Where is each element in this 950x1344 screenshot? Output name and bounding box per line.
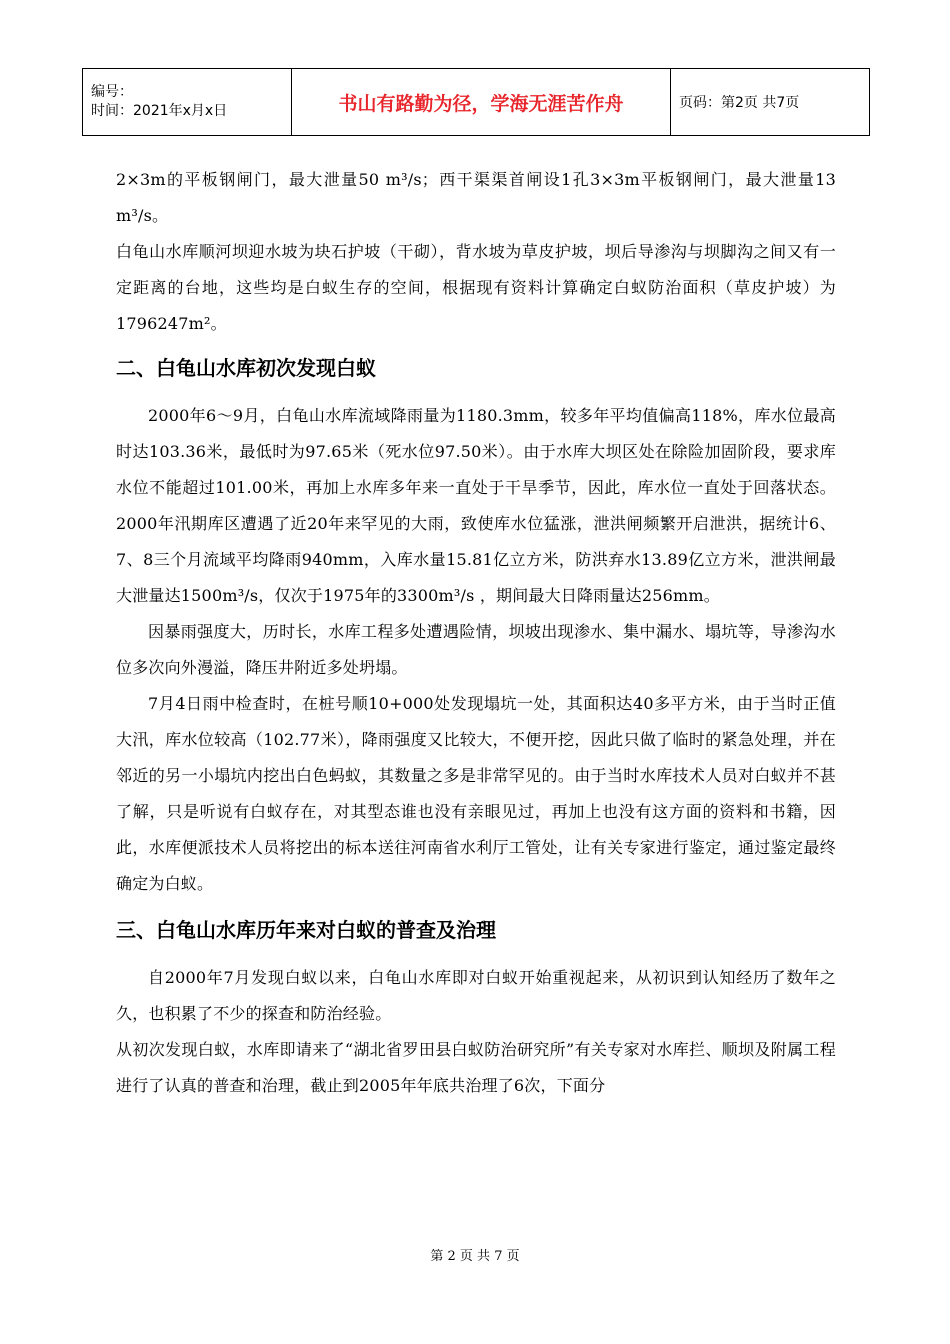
time-label: 时间：2021年x月x日 (91, 103, 228, 119)
paragraph-2: 白龟山水库顺河坝迎水坡为块石护坡（干砌），背水坡为草皮护坡，坝后导渗沟与坝脚沟之间又有一定距离的台地，这些均是白蚁生存的空间，根据现有资料计算确定白蚁防治面积（草皮护坡）为1796247m²。 (116, 242, 836, 333)
motto: 书山有路勤为径，学海无涯苦作舟 (292, 69, 671, 136)
document-body (116, 162, 836, 1104)
section-heading-2: 二、白龟山水库初次发现白蚁 (116, 356, 376, 380)
paragraph-4: 因暴雨强度大，历时长，水库工程多处遭遇险情，坝坡出现渗水、集中漏水、塌坑等，导渗沟水位多次向外漫溢，降压井附近多处坍塌。 (116, 622, 836, 677)
header-left-cell (83, 69, 292, 136)
paragraph-7: 从初次发现白蚁，水库即请来了“湖北省罗田县白蚁防治研究所”有关专家对水库拦、顺坝及附属工程进行了认真的普查和治理，截止到2005年年底共治理了6次，下面分 (116, 1040, 836, 1095)
paragraph-6: 自2000年7月发现白蚁以来，白龟山水库即对白蚁开始重视起来，从初识到认知经历了数年之久，也积累了不少的探查和防治经验。 (116, 968, 836, 1023)
header-table (82, 68, 870, 136)
paragraph-3: 2000年6～9月，白龟山水库流域降雨量为1180.3mm，较多年平均值偏高118%，库水位最高时达103.36米，最低时为97.65米（死水位97.50米）。由于水库大坝区处在除险加固阶段，要求库水位不能超过101.00米，再加上水库多年来一直处于干旱季节，因此，库水位一直处于回落状态。2000年汛期库区遭遇了近20年来罕见的大雨，致使库水位猛涨，泄洪闸频繁开启泄洪，据统计6、7、8三个月流域平均降雨940mm，入库水量15.81亿立方米，防洪弃水13.89亿立方米，泄洪闸最大泄量达1500m³/s，仅次于1975年的3300m³/s ，期间最大日降雨量达256mm。 (116, 406, 836, 605)
number-label: 编号： (91, 84, 133, 100)
paragraph-5: 7月4日雨中检查时，在桩号顺10+000处发现塌坑一处，其面积达40多平方米，由于当时正值大汛，库水位较高（102.77米），降雨强度又比较大，不便开挖，因此只做了临时的紧急处理，并在邻近的另一小塌坑内挖出白色蚂蚁，其数量之多是非常罕见的。由于当时水库技术人员对白蚁并不甚了解，只是听说有白蚁存在，对其型态谁也没有亲眼见过，再加上也没有这方面的资料和书籍，因此，水库便派技术人员将挖出的标本送往河南省水利厅工管处，让有关专家进行鉴定，通过鉴定最终确定为白蚁。 (116, 694, 836, 893)
paragraph-1: 2×3m的平板钢闸门，最大泄量50 m³/s；西干渠渠首闸设1孔3×3m平板钢闸门，最大泄量13 m³/s。 (116, 170, 836, 225)
page-label: 页码：第2页 共7页 (671, 69, 870, 136)
section-heading-3: 三、白龟山水库历年来对白蚁的普查及治理 (116, 918, 496, 942)
page-footer: 第 2 页 共 7 页 (430, 1249, 520, 1264)
